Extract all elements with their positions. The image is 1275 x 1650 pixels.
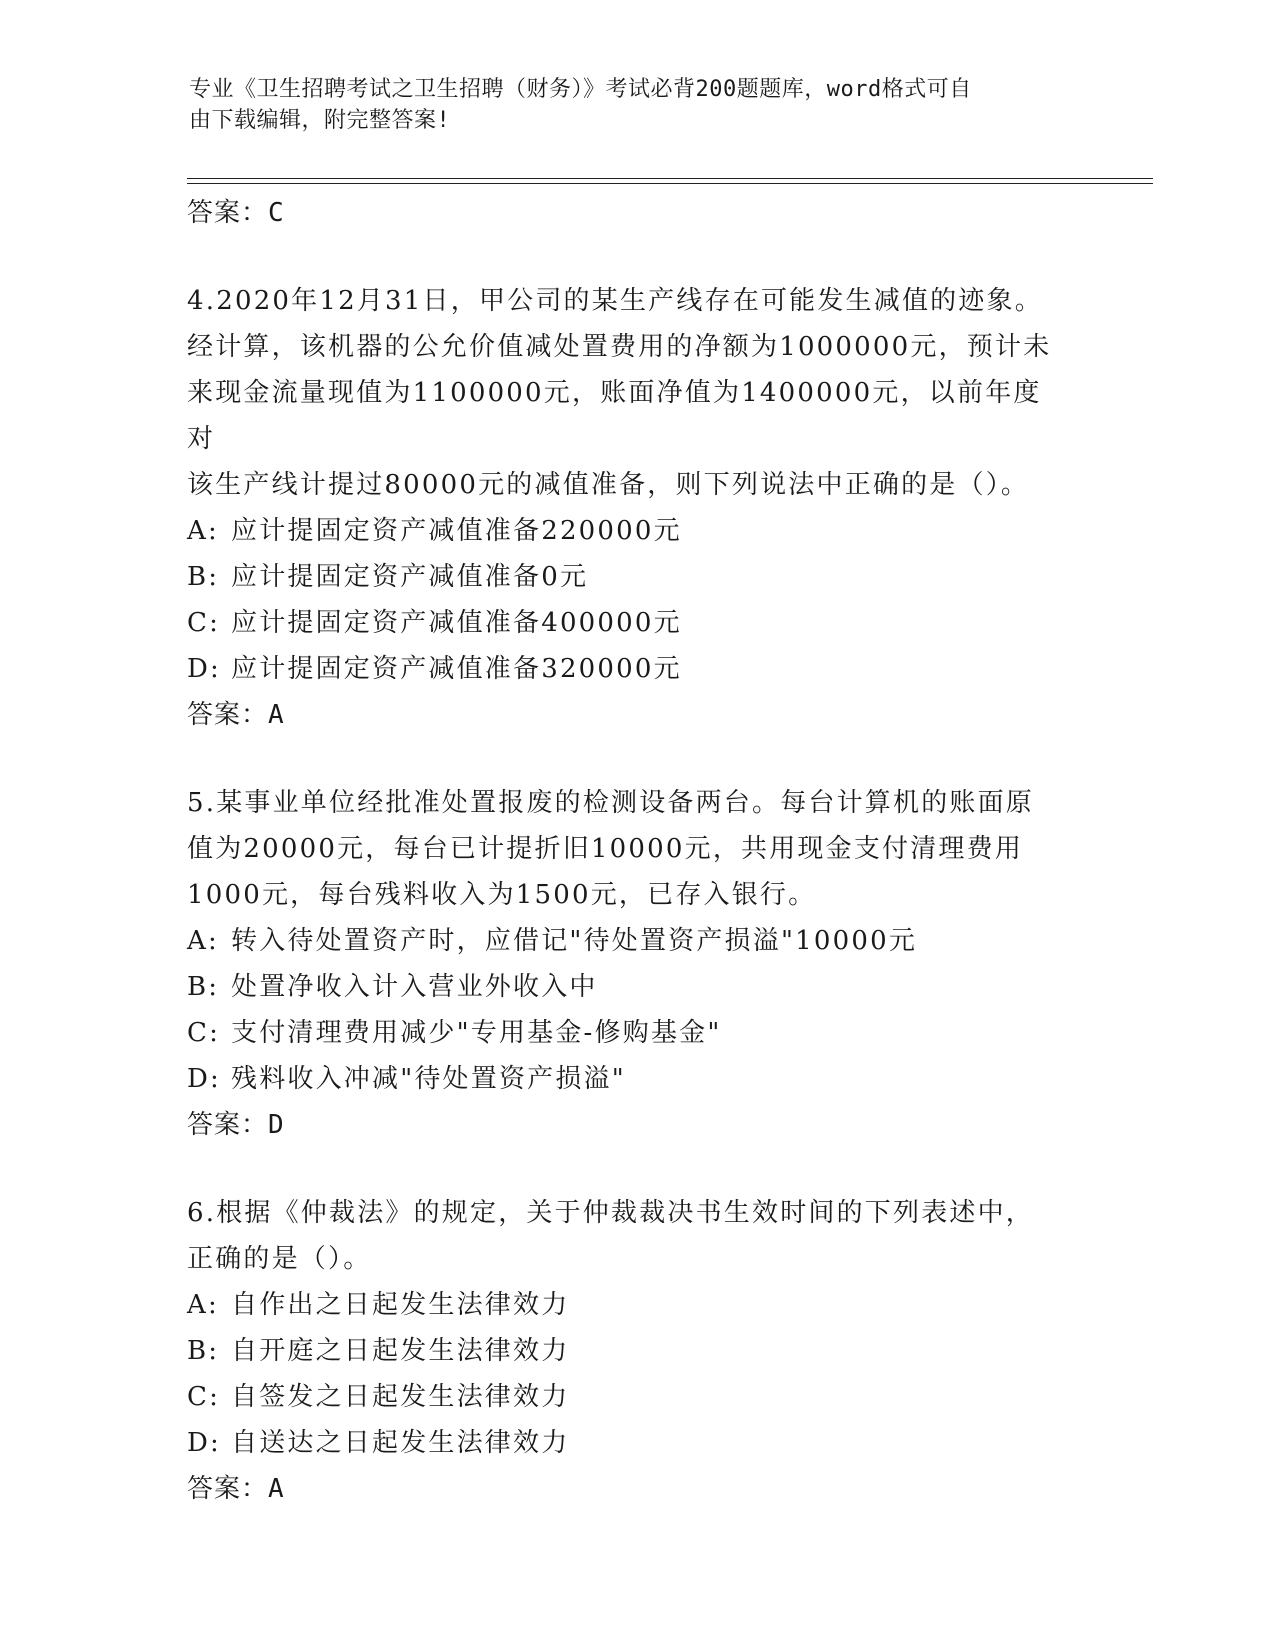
question-stem bbox=[187, 1190, 1067, 1282]
option-text: 自开庭之日起发生法律效力 bbox=[231, 1336, 570, 1366]
option-a bbox=[187, 918, 1067, 964]
option-text: 自送达之日起发生法律效力 bbox=[231, 1428, 570, 1458]
header-rule-top bbox=[187, 178, 1153, 179]
stem-line: 6.根据《仲裁法》的规定，关于仲裁裁决书生效时间的下列表述中， bbox=[187, 1198, 1035, 1228]
option-text: 应计提固定资产减值准备0元 bbox=[231, 562, 589, 592]
previous-answer: 答案：C bbox=[187, 198, 285, 228]
question-stem bbox=[187, 278, 1067, 508]
option-label: D: bbox=[187, 654, 222, 684]
option-label: C: bbox=[187, 608, 221, 638]
stem-line: 5.某事业单位经批准处置报废的检测设备两台。每台计算机的账面原 bbox=[187, 788, 1035, 818]
option-d bbox=[187, 1420, 1067, 1466]
question-answer: 答案：A bbox=[187, 1474, 285, 1504]
option-d bbox=[187, 1056, 1067, 1102]
question-block-5 bbox=[187, 780, 1067, 1148]
page-header bbox=[189, 74, 1069, 136]
stem-line: 来现金流量现值为1100000元，账面净值为1400000元，以前年度对 bbox=[187, 378, 1042, 454]
option-label: A: bbox=[187, 1290, 219, 1320]
option-text: 自签发之日起发生法律效力 bbox=[231, 1382, 570, 1412]
option-a bbox=[187, 508, 1067, 554]
option-b bbox=[187, 964, 1067, 1010]
spacer bbox=[187, 1148, 1067, 1190]
question-content bbox=[187, 190, 1067, 1512]
header-rule-bottom bbox=[187, 183, 1153, 184]
option-c bbox=[187, 1374, 1067, 1420]
option-text: 应计提固定资产减值准备320000元 bbox=[231, 654, 682, 684]
stem-line: 1000元，每台残料收入为1500元，已存入银行。 bbox=[187, 880, 817, 910]
option-b bbox=[187, 1328, 1067, 1374]
option-b bbox=[187, 554, 1067, 600]
question-stem bbox=[187, 780, 1067, 918]
stem-line: 4.2020年12月31日，甲公司的某生产线存在可能发生减值的迹象。 bbox=[187, 286, 1043, 316]
option-label: D: bbox=[187, 1064, 222, 1094]
question-block-4 bbox=[187, 278, 1067, 738]
option-label: B: bbox=[187, 972, 220, 1002]
header-line-1: 专业《卫生招聘考试之卫生招聘（财务）》考试必背200题题库，word格式可自 bbox=[189, 77, 972, 102]
spacer bbox=[187, 236, 1067, 278]
option-d bbox=[187, 646, 1067, 692]
option-text: 残料收入冲减"待处置资产损溢" bbox=[231, 1064, 626, 1094]
option-label: B: bbox=[187, 1336, 220, 1366]
spacer bbox=[187, 738, 1067, 780]
option-text: 应计提固定资产减值准备400000元 bbox=[231, 608, 682, 638]
option-text: 支付清理费用减少"专用基金-修购基金" bbox=[231, 1018, 722, 1048]
question-block-6 bbox=[187, 1190, 1067, 1512]
option-text: 处置净收入计入营业外收入中 bbox=[231, 972, 598, 1002]
option-label: A: bbox=[187, 926, 219, 956]
option-c bbox=[187, 600, 1067, 646]
header-line-2: 由下载编辑，附完整答案! bbox=[189, 108, 451, 133]
option-label: D: bbox=[187, 1428, 222, 1458]
stem-line: 经计算，该机器的公允价值减处置费用的净额为1000000元，预计未 bbox=[187, 332, 1052, 362]
option-label: C: bbox=[187, 1018, 221, 1048]
option-label: B: bbox=[187, 562, 220, 592]
option-text: 自作出之日起发生法律效力 bbox=[231, 1290, 570, 1320]
option-label: C: bbox=[187, 1382, 221, 1412]
stem-line: 值为20000元，每台已计提折旧10000元，共用现金支付清理费用 bbox=[187, 834, 1024, 864]
option-text: 转入待处置资产时，应借记"待处置资产损溢"10000元 bbox=[231, 926, 918, 956]
option-label: A: bbox=[187, 516, 219, 546]
stem-line: 该生产线计提过80000元的减值准备，则下列说法中正确的是（）。 bbox=[187, 470, 1030, 500]
option-c bbox=[187, 1010, 1067, 1056]
question-answer: 答案：A bbox=[187, 700, 285, 730]
option-a bbox=[187, 1282, 1067, 1328]
question-answer: 答案：D bbox=[187, 1110, 285, 1140]
stem-line: 正确的是（）。 bbox=[187, 1244, 372, 1274]
option-text: 应计提固定资产减值准备220000元 bbox=[231, 516, 682, 546]
